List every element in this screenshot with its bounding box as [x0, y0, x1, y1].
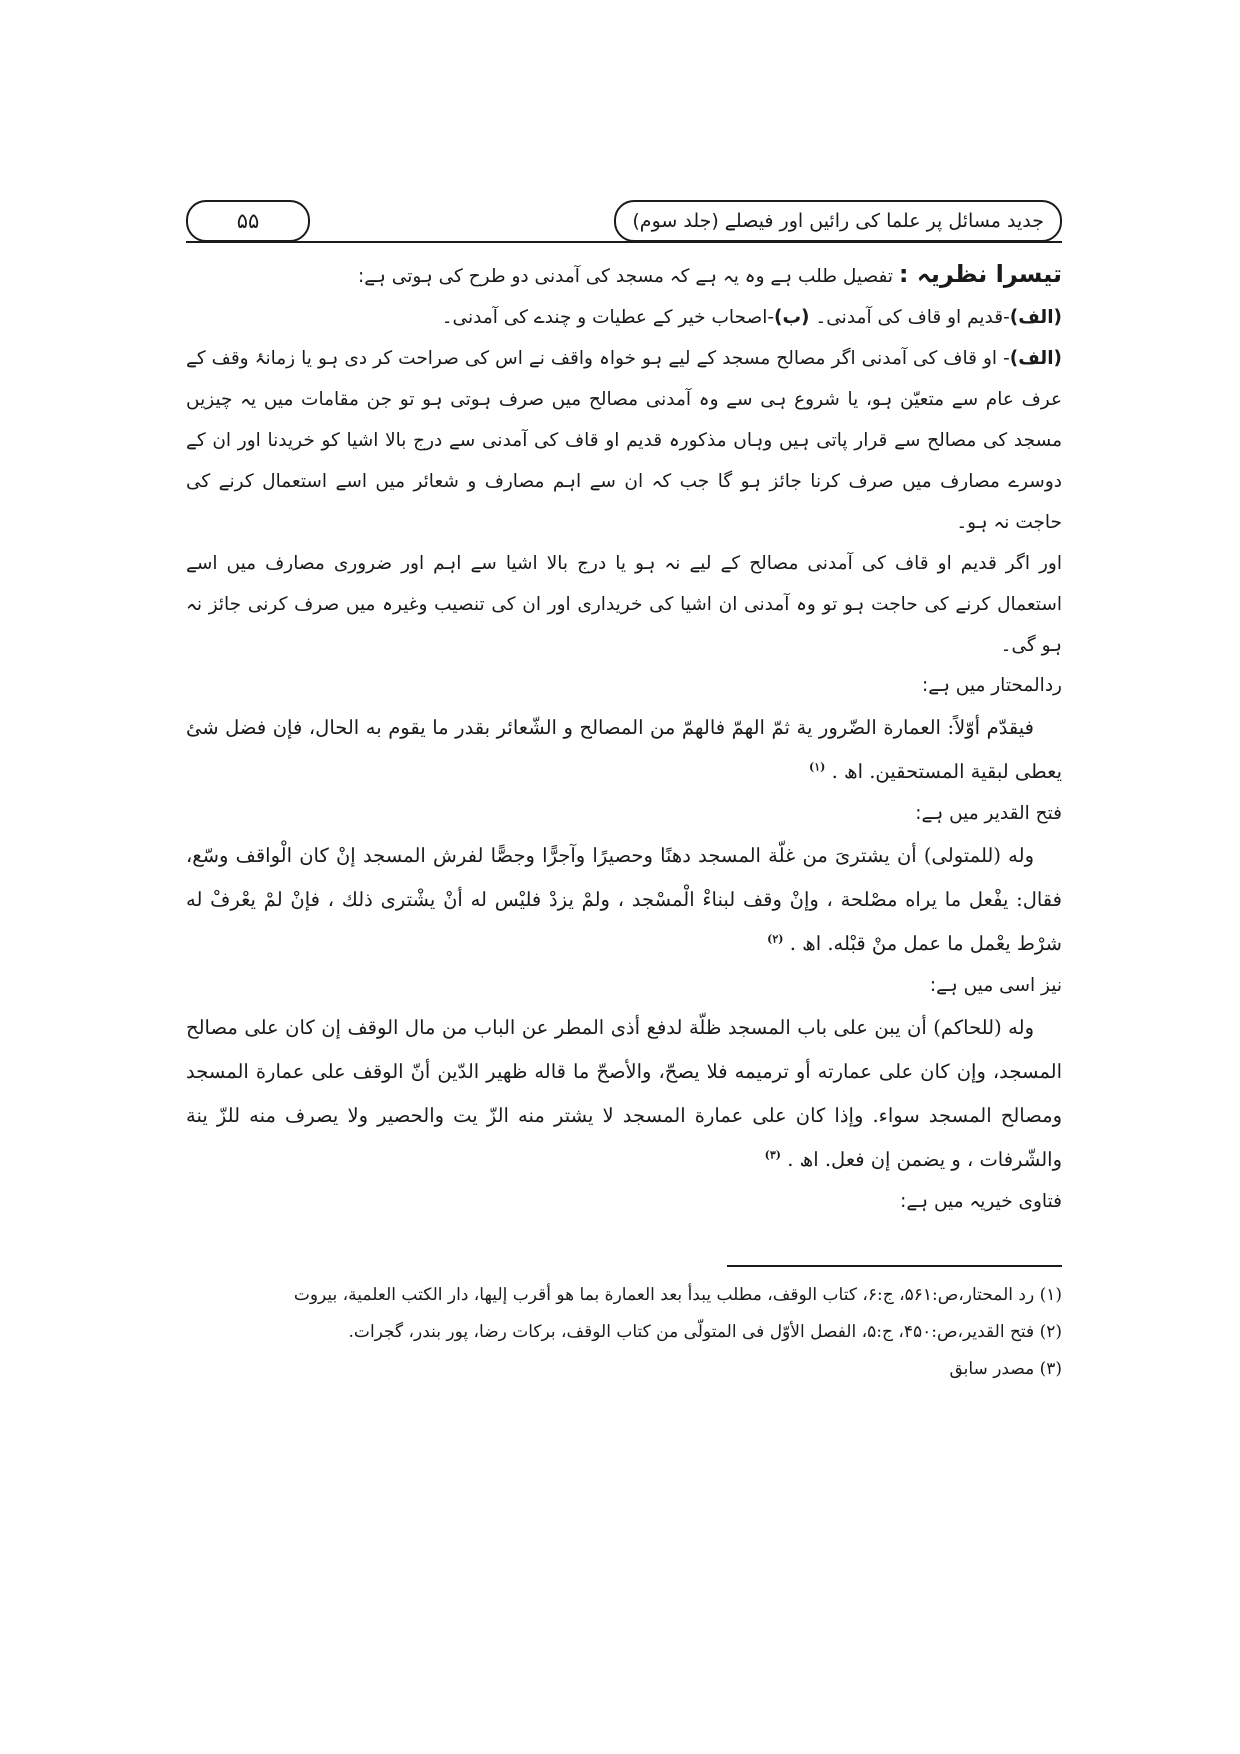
alif-paragraph: [186, 338, 1062, 543]
theory-heading: تیسرا نظریہ :: [898, 260, 1062, 288]
category-alif-label: (الف): [1009, 307, 1062, 328]
footnotes: [186, 1278, 1062, 1389]
arabic-quote-1: [186, 706, 1062, 794]
alif-para-text: - او قاف کی آمدنی اگر مصالح مسجد کے لیے ہو خواہ واقف نے اس کی صراحت کر دی ہو یا زمانۂ وقف کے عرف عام سے متعیّن ہو، یا شروع ہی سے وہ آمدنی مصالح میں صرف ہوتی ہو تو جن مقامات میں یہ چیزیں مسجد کی مصالح سے قرار پاتی ہیں وہاں مذکورہ قدیم او قاف کی آمدنی سے درج بالا اشیا کو خریدنا اور ان کے دوسرے مصارف میں صرف کرنا جائز ہو گا جب کہ ان سے اہم مصارف و شعائر میں اسے استعمال کرنے کی حاجت نہ ہو۔: [186, 348, 1062, 533]
footnote-divider: [727, 1265, 1062, 1267]
arabic-quote-2: [186, 834, 1062, 966]
second-paragraph: اور اگر قدیم او قاف کی آمدنی مصالح کے لیے نہ ہو یا درج بالا اشیا سے اہم اور ضروری مصارف میں اسے استعمال کرنے کی حاجت ہو تو وہ آمدنی ان اشیا کی خریداری اور ان کی تنصیب وغیرہ میں صرف کرنی جائز نہ ہو گی۔: [186, 553, 1062, 656]
page-body: [186, 254, 1062, 1222]
footnote-ref-2: (۲): [767, 932, 784, 946]
book-title: جدید مسائل پر علما کی رائیں اور فیصلے (جلد سوم): [614, 200, 1062, 242]
category-alif-text: -قدیم او قاف کی آمدنی۔: [815, 307, 1010, 328]
source-also-therein: نیز اسی میں ہے:: [929, 975, 1062, 996]
arabic-quote-3: [186, 1006, 1062, 1182]
page-number: ۵۵: [186, 200, 310, 242]
footnote-1: (۱) رد المحتار،ص:۵۶۱، ج:۶، كتاب الوقف، مطلب يبدأ بعد العمارة بما هو أقرب إليها، دار الكتب العلمية، بيروت: [293, 1285, 1062, 1305]
theory-text: تفصیل طلب ہے وہ یہ ہے کہ مسجد کی آمدنی دو طرح کی ہوتی ہے:: [357, 266, 894, 287]
page-header: [186, 196, 1062, 246]
alif-para-label: (الف): [1009, 348, 1062, 369]
footnote-ref-1: (۱): [809, 760, 826, 774]
footnote-ref-3: (۳): [764, 1148, 782, 1162]
footnote-3: (۳) مصدر سابق: [949, 1359, 1062, 1379]
footnote-2: (۲) فتح القدير،ص:۴۵۰، ج:۵، الفصل الأوّل فى المتولّى من كتاب الوقف، بركات رضا، پور بندر، گجرات.: [348, 1322, 1062, 1342]
theory-paragraph: [186, 254, 1062, 297]
category-be-text: -اصحاب خیر کے عطیات و چندے کی آمدنی۔: [441, 307, 775, 328]
arabic-quote-2-text: وله (للمتولى) أن يشترىَ من غلّة المسجد دهنًا وحصيرًا وآجرًّا وجصًّا لفرش المسجد إنْ كان الْواقف وسّع، فقال: يفْعل ما يراه مصْلحة ، وإنْ وقف لبناءْ الْمسْجد ، ولمْ يزدْ فليْس له أنْ يشْترى ذلك ، فإنْ لمْ يعْرفْ له شرْط يعْمل ما عمل منْ قبْله. اھ .: [186, 844, 1062, 955]
arabic-quote-3-text: وله (للحاكم) أن يبن على باب المسجد ظلّة لدفع أذى المطر عن الباب من مال الوقف إن كان على مصالح المسجد، وإن كان على عمارته أو ترميمه فلا يصحّ، والأصحّ ما قاله ظهير الدّين أنّ الوقف على عمارة المسجد ومصالح المسجد سواء. وإذا كان على عمارة المسجد لا يشتر منه الزّ يت والحصير ولا يصرف منه للزّ ينة والشّرفات ، و يضمن إن فعل. اھ .: [186, 1016, 1062, 1171]
category-be-label: (ب): [774, 307, 810, 328]
arabic-quote-1-text: فيقدّم أوّلاً: العمارة الضّرور ية ثمّ الهمّ فالهمّ من المصالح و الشّعائر بقدر ما يقوم به الحال، فإن فضل شئ يعطى لبقية المستحقين. اھ .: [186, 716, 1062, 783]
source-radd-al-muhtar: ردالمحتار میں ہے:: [922, 675, 1062, 696]
source-fath-al-qadir: فتح القدیر میں ہے:: [915, 803, 1062, 824]
categories-line: [186, 297, 1062, 338]
source-fatawa-khayriyya: فتاوی خیریہ میں ہے:: [900, 1191, 1062, 1212]
